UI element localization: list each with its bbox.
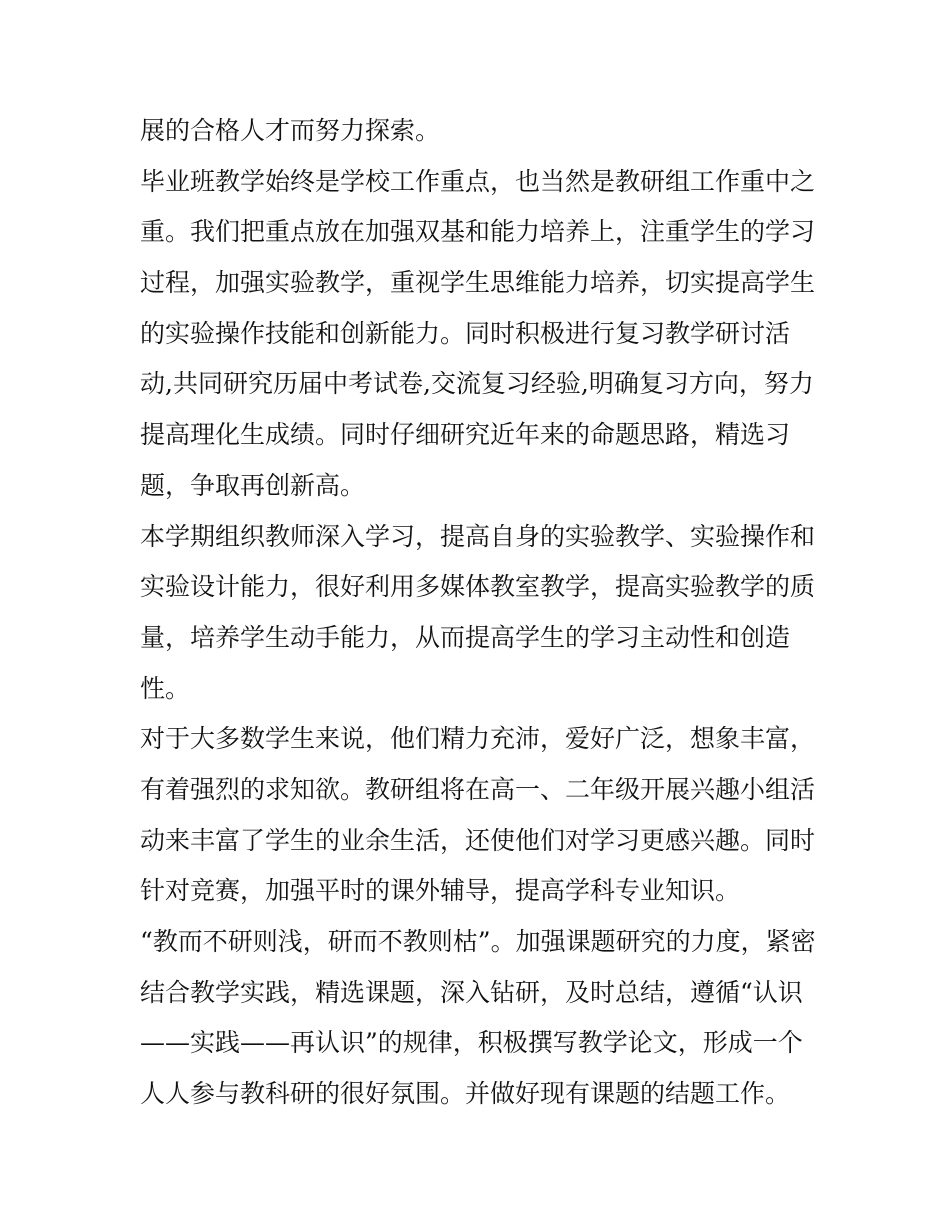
text-line: 过程，加强实验教学，重视学生思维能力培养，切实提高学生 xyxy=(140,268,816,298)
text-line: 量，培养学生动手能力，从而提高学生的学习主动性和创造 xyxy=(140,622,791,652)
text-line: 提高理化生成绩。同时仔细研究近年来的命题思路，精选习 xyxy=(140,420,791,450)
text-line: “教而不研则浅，研而不教则枯”。加强课题研究的力度，紧密 xyxy=(140,927,816,956)
text-line: 性。 xyxy=(140,673,191,703)
document-body xyxy=(140,106,820,1120)
text-line: 展的合格人才而努力探索。 xyxy=(140,116,441,145)
text-line: 毕业班教学始终是学校工作重点，也当然是教研组工作重中之 xyxy=(140,166,816,196)
text-line: ——实践——再认识”的规律，积极撰写教学论文，形成一个 xyxy=(140,1028,803,1058)
text-line: 人人参与教科研的很好氛围。并做好现有课题的结题工作。 xyxy=(140,1079,791,1109)
text-line: 本学期组织教师深入学习，提高自身的实验教学、实验操作和 xyxy=(140,521,816,551)
text-line: 结合教学实践，精选课题，深入钻研，及时总结，遵循“认识 xyxy=(140,977,803,1007)
text-line: 重。我们把重点放在加强双基和能力培养上，注重学生的学习 xyxy=(140,217,816,247)
text-line: 题，争取再创新高。 xyxy=(140,470,366,500)
text-line: 动,共同研究历届中考试卷,交流复习经验,明确复习方向，努力 xyxy=(140,369,814,399)
text-line: 实验设计能力，很好利用多媒体教室教学，提高实验教学的质 xyxy=(140,572,816,602)
text-line: 的实验操作技能和创新能力。同时积极进行复习教学研讨活 xyxy=(140,318,791,348)
text-line: 对于大多数学生来说，他们精力充沛，爱好广泛，想象丰富， xyxy=(140,724,816,754)
text-line: 动来丰富了学生的业余生活，还使他们对学习更感兴趣。同时 xyxy=(140,825,816,855)
text-line: 有着强烈的求知欲。教研组将在高一、二年级开展兴趣小组活 xyxy=(140,774,816,804)
text-line: 针对竞赛，加强平时的课外辅导，提高学科专业知识。 xyxy=(140,876,741,906)
